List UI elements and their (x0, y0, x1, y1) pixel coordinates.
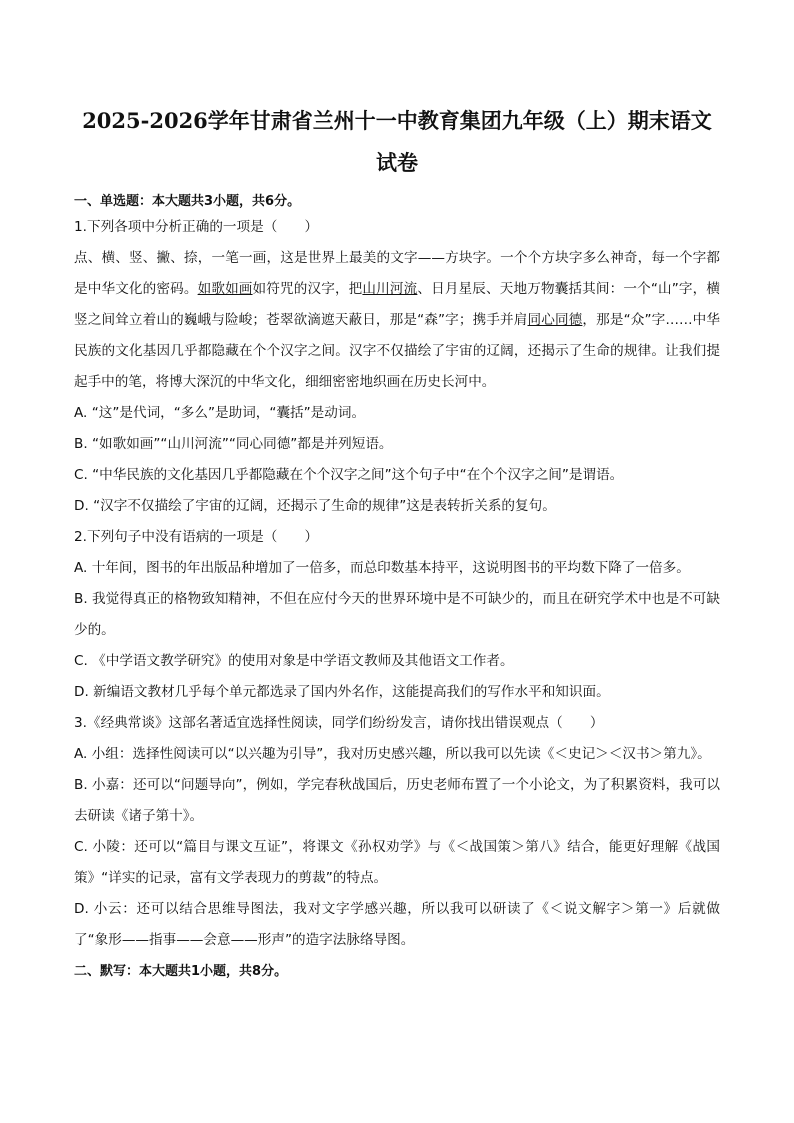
question-2-option-d: D. 新编语文教材几乎每个单元都选录了国内外名作，这能提高我们的写作水平和知识面。 (74, 684, 610, 700)
question-1-passage (74, 243, 720, 398)
question-2-option-b: B. 我觉得真正的格物致知精神，不但在应付今天的世界环境中是不可缺少的，而且在研究学术中也是不可缺少的。 (74, 591, 720, 638)
passage-underlined-phrase: 同心同德 (527, 312, 583, 328)
question-2-stem: 2.下列句子中没有语病的一项是（ ） (74, 529, 319, 545)
question-1-option-d: D. “汉字不仅描绘了宇宙的辽阔，还揭示了生命的规律”这是表转折关系的复句。 (74, 498, 556, 514)
passage-text: ，那是“众”字……中华民族的文化基因几乎都隐藏在个个汉字之间。汉字不仅描绘了宇宙的辽阔，还揭示了生命的规律。让我们提起手中的笔，将博大深沉的中华文化，细细密密地织画在历史长河中。 (74, 312, 721, 390)
passage-text: 点、横、竖、撇、捺，一笔一画，这是世界上最美的文字——方块字。一个个方块字多么神奇，每一个字都是中华文化的密码。 (74, 250, 720, 297)
question-1-stem: 1.下列各项中分析正确的一项是（ ） (74, 219, 319, 235)
passage-underlined-phrase: 如歌如画 (197, 281, 253, 297)
section-heading-dictation: 二、默写：本大题共1小题，共8分。 (74, 964, 288, 979)
question-2-option-a: A. 十年间，图书的年出版品种增加了一倍多，而总印数基本持平，这说明图书的平均数下降了一倍多。 (74, 560, 690, 576)
question-3-option-c: C. 小陵：还可以“篇目与课文互证”，将课文《孙权劝学》与《＜战国策＞第八》结合，能更好理解《战国策》“详实的记录，富有文学表现力的剪裁”的特点。 (74, 839, 720, 886)
question-3-option-b: B. 小嘉：还可以“问题导向”，例如，学完春秋战国后，历史老师布置了一个小论文，为了积累资料，我可以去研读《诸子第十》。 (74, 777, 720, 824)
section-heading-single-choice: 一、单选题：本大题共3小题，共6分。 (74, 194, 301, 209)
passage-underlined-phrase: 山川河流 (362, 281, 418, 297)
question-3-stem: 3.《经典常谈》这部名著适宜选择性阅读，同学们纷纷发言，请你找出错误观点（ ） (74, 715, 604, 731)
question-1-option-b: B. “如歌如画”“山川河流”“同心同德”都是并列短语。 (74, 436, 393, 452)
question-3-option-d: D. 小云：还可以结合思维导图法，我对文字学感兴趣，所以我可以研读了《＜说文解字＞第一》后就做了“象形——指事——会意——形声”的造字法脉络导图。 (74, 901, 720, 948)
question-3-option-a: A. 小组：选择性阅读可以“以兴趣为引导”，我对历史感兴趣，所以我可以先读《＜史记＞＜汉书＞第九》。 (74, 746, 711, 762)
question-1-option-c: C. “中华民族的文化基因几乎都隐藏在个个汉字之间”这个句子中“在个个汉字之间”是谓语。 (74, 467, 624, 483)
page-title: 2025-2026学年甘肃省兰州十一中教育集团九年级（上）期末语文试卷 (82, 108, 712, 175)
question-1-option-a: A. “这”是代词，“多么”是助词，“囊括”是动词。 (74, 405, 366, 421)
passage-text: 、日月星辰、天地万物囊括其间：一个“山”字，横竖之间耸立着山的巍峨与险峻；苍翠欲滴遮天蔽日，那是“森”字；携手并肩 (74, 281, 720, 328)
passage-text: 如符咒的汉字，把 (252, 281, 363, 297)
question-2-option-c: C. 《中学语文教学研究》的使用对象是中学语文教师及其他语文工作者。 (74, 653, 514, 669)
